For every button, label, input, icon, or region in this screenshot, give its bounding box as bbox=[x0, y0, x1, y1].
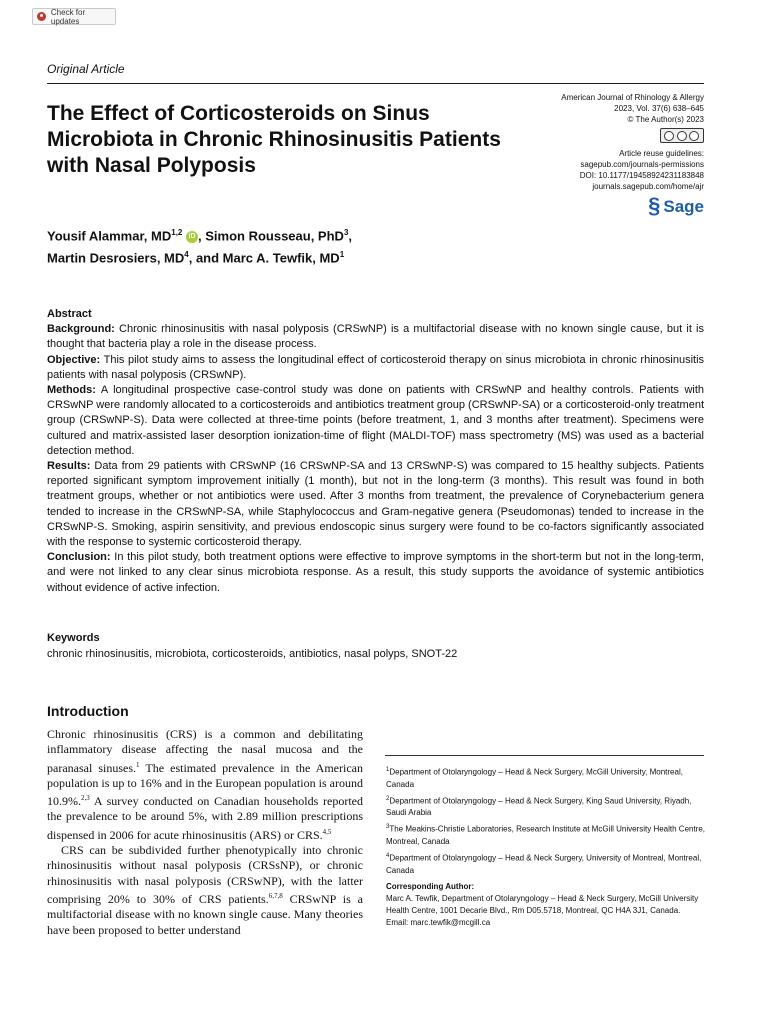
journal-info bbox=[484, 92, 704, 216]
author-name: Martin Desrosiers, MD bbox=[47, 250, 185, 266]
results-label: Results: bbox=[47, 460, 91, 473]
sage-logo[interactable] bbox=[484, 193, 704, 218]
abstract bbox=[47, 307, 704, 596]
methods-text: A longitudinal prospective case-control study was done on patients with CRSwNP and healthy controls. Patients with CRSwNP were randomly allocated to a corticosteroids and antibiotics treatment group (CRSwNP-SA) or a corticosteroid-only treatment group (CRSwNP-S). Data were collected at three-time points (before treatment, 1, and 3 months after treatment). Specimens were cultured and matrix-assisted laser desorption ionization-time of flight (MALDI-TOF) mass spectrometry (MS) was used as a bacterial detection method. bbox=[47, 384, 705, 457]
background-label: Background: bbox=[47, 323, 115, 336]
article-type: Original Article bbox=[47, 62, 125, 76]
keywords-heading: Keywords bbox=[47, 632, 100, 644]
introduction-body bbox=[47, 727, 363, 938]
header-rule bbox=[47, 83, 704, 84]
citation[interactable]: 6,7,8 bbox=[268, 891, 283, 900]
methods-label: Methods: bbox=[47, 384, 96, 397]
intro-paragraph: Chronic rhinosinusitis (CRS) is a common and debilitating inflammatory disease affecting the nasal mucosa and the paranasal sinuses.$^1$ The estimated prevalence in the American population is up to 16% and in the European population is around 10.9%.$^{2,3}$ A survey conducted on Canadian households reported the prevalence to be around 5%, with 2.89 million prescriptions dispensed in 2006 for acute rhinosinusitis (ARS) or CRS.$^{4,5}$ bbox=[47, 727, 363, 842]
journal-homepage[interactable]: journals.sagepub.com/home/ajr bbox=[592, 182, 704, 191]
journal-volume: 2023, Vol. 37(6) 638–645 bbox=[614, 104, 704, 113]
results-text: Data from 29 patients with CRSwNP (16 CRSwNP-SA and 13 CRSwNP-S) was compared to 15 healthy subjects. Patients reported significant symptom improvement initially (1 month), but not in the long-term (3 months). This result was found in both treatment groups, whether or not antibiotics were used. After 3 months from treatment, the prevalence of Corynebacterium genera tended to increase in the CRSwNP-SA, while Staphylococcus and Gram-negative genera (Pseudomonas) tended to increase in the CRSwNP-S. Smoking, aspirin sensitivity, and previous endoscopic sinus surgery were found to be co-factors significantly associated with the response to systemic corticosteroid therapy. bbox=[47, 460, 704, 549]
journal-copyright: © The Author(s) 2023 bbox=[627, 115, 704, 124]
conclusion-label: Conclusion: bbox=[47, 551, 111, 564]
cc-by-nc-icon bbox=[660, 128, 704, 143]
affiliation: $^3$The Meakins-Christie Laboratories, Research Institute at McGill University Health Centre, Montreal, Canada bbox=[386, 824, 706, 846]
author-name: Simon Rousseau, PhD bbox=[205, 228, 344, 244]
keywords-section bbox=[47, 630, 704, 662]
sage-logo-icon: § bbox=[648, 193, 661, 218]
author-name: Marc A. Tewfik, MD bbox=[222, 250, 340, 266]
citation[interactable]: 1 bbox=[136, 760, 140, 769]
update-icon bbox=[37, 12, 46, 21]
objective-label: Objective: bbox=[47, 353, 101, 366]
check-for-updates-label: Check for updates bbox=[50, 7, 86, 26]
author-affiliation: 1,2 bbox=[171, 228, 183, 237]
author-affiliation: 1 bbox=[339, 250, 345, 260]
corresponding-text: Marc A. Tewfik, Department of Otolaryngology – Head & Neck Surgery, McGill University Health Centre, 1001 Decarie Blvd., Rm D05.5718, Montreal, QC H4A 3J1, Canada. bbox=[386, 894, 699, 915]
keywords-text: chronic rhinosinusitis, microbiota, corticosteroids, antibiotics, nasal polyps, SNOT-22 bbox=[47, 648, 458, 660]
doi[interactable]: DOI: 10.1177/19458924231183848 bbox=[579, 171, 704, 180]
author-name: Yousif Alammar, MD bbox=[47, 228, 172, 244]
affiliation: $^1$Department of Otolaryngology – Head & Neck Surgery, McGill University, Montreal, Canada bbox=[386, 767, 683, 789]
affiliations-rule bbox=[385, 755, 704, 756]
reuse-label: Article reuse guidelines: bbox=[619, 149, 704, 158]
objective-text: This pilot study aims to assess the longitudinal effect of corticosteroid therapy on sinus microbiota in chronic rhinosinusitis patients with nasal polyposis (CRSwNP). bbox=[47, 353, 705, 381]
corresponding-author bbox=[386, 881, 706, 929]
corresponding-heading: Corresponding Author: bbox=[386, 882, 475, 891]
intro-paragraph: CRS can be subdivided further phenotypically into chronic rhinosinusitis without nasal polyposis (CRSsNP), or chronic rhinosinusitis with nasal polyposis (CRSwNP), with the latter comprising 20% to 30% of CRS patients.$^{6,7,8}$ CRSwNP is a multifactorial disease with no known single cause. Many theories have been proposed to better understand bbox=[47, 843, 363, 937]
abstract-heading: Abstract bbox=[47, 308, 92, 320]
affiliations bbox=[386, 764, 706, 879]
conclusion-text: In this pilot study, both treatment options were effective to improve symptoms in the short-term but not in the long-term, and were not linked to any clear sinus microbiota response. As a result, this study supports the avoidance of systemic antibiotics without evidence of active infection. bbox=[47, 551, 704, 594]
citation[interactable]: 2,3 bbox=[81, 794, 90, 803]
article-title: The Effect of Corticosteroids on Sinus Microbiota in Chronic Rhinosinusitis Patients with Nasal Polyposis bbox=[47, 102, 501, 177]
affiliation: $^2$Department of Otolaryngology – Head & Neck Surgery, King Saud University, Riyadh, Saudi Arabia bbox=[386, 795, 692, 818]
background-text: Chronic rhinosinusitis with nasal polyposis (CRSwNP) is a multifactorial disease with no known single cause, but it is thought that bacteria play a role in the disease process. bbox=[47, 323, 704, 351]
citation[interactable]: 4,5 bbox=[322, 827, 332, 836]
orcid-icon[interactable]: iD bbox=[186, 231, 198, 243]
reuse-link[interactable]: sagepub.com/journals-permissions bbox=[580, 160, 704, 169]
corresponding-email[interactable]: Email: marc.tewfik@mcgill.ca bbox=[386, 918, 491, 927]
check-for-updates-badge[interactable] bbox=[32, 8, 116, 25]
journal-name: American Journal of Rhinology & Allergy bbox=[561, 93, 704, 102]
introduction-heading: Introduction bbox=[47, 703, 129, 719]
affiliation: $^4$Department of Otolaryngology – Head & Neck Surgery, University of Montreal, Montreal, Canada bbox=[386, 852, 702, 875]
sage-logo-text: Sage bbox=[663, 196, 704, 216]
author-list: Yousif Alammar, MD$^{1,2}$ iD , Simon Rousseau, PhD$^3$, Martin Desrosiers, $MD^4$, and Marc A. Tewfik, $MD^1$ bbox=[47, 228, 353, 266]
author-affiliation: 3 bbox=[343, 228, 349, 237]
author-affiliation: 4 bbox=[184, 250, 189, 260]
